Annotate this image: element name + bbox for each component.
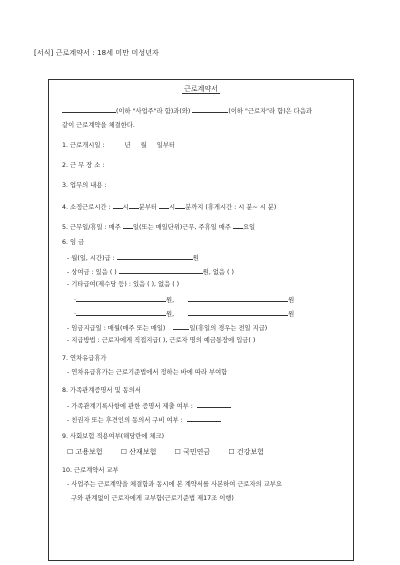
allowance-1b-blank[interactable] [188, 295, 288, 302]
end-minute-blank[interactable] [175, 202, 185, 209]
bonus-amount-blank[interactable] [119, 267, 203, 274]
industrial-accident-insurance-checkbox[interactable]: ☐ 산재보험 [120, 448, 157, 456]
section-7-annual-leave: 7. 연차유급휴가 [62, 355, 107, 362]
contract-title: 근로계약서 [184, 85, 218, 93]
other-allowances-line: - 기타급여(제수당 등) : 있음 ( ), 없음 ( ) [67, 281, 180, 288]
workdays-blank[interactable] [123, 222, 133, 229]
section-1-start-date: 1. 근로개시일 : 년 월 일부터 [62, 142, 175, 149]
section-10-contract-delivery: 10. 근로계약서 교부 [62, 467, 119, 474]
insurance-checkboxes [67, 448, 264, 456]
employee-name-blank[interactable] [192, 106, 228, 113]
national-pension-checkbox[interactable]: ☐ 국민연금 [174, 448, 211, 456]
employer-name-blank[interactable] [62, 106, 116, 113]
employment-insurance-checkbox[interactable]: ☐ 고용보험 [67, 448, 103, 456]
allowance-row-2: · 원, 원 [74, 311, 295, 318]
intro-line-1: (이하 "사업주"라 함)과(와) (이하 "근로자"라 함)은 다음과 [62, 106, 312, 116]
section-2-workplace: 2. 근 무 장 소 : [62, 162, 105, 169]
wage-monthly-line: - 월(일, 시간)급 : 원 [67, 255, 199, 262]
payment-method-line: - 지급방법 : 근로자에게 직접지급( ), 근로자 명의 예금통장에 입금( ) [67, 337, 256, 344]
health-insurance-checkbox[interactable]: ☐ 건강보험 [228, 448, 264, 456]
document-caption: [서식] 근로계약서 : 18세 미만 미성년자 [34, 49, 159, 57]
allowance-2a-blank[interactable] [76, 309, 166, 316]
section-3-job-description: 3. 업무의 내용 : [62, 182, 107, 189]
bonus-line: - 상여금 : 있음 ( ) 원, 없음 ( ) [67, 269, 234, 276]
section-5-workdays: 5. 근무일/휴일 : 매주 일(또는 매일단위)근무, 주휴일 매주 요일 [62, 224, 256, 231]
family-certificate-blank[interactable] [197, 401, 231, 408]
annual-leave-line: - 연차유급휴가는 근로기준법에서 정하는 바에 따라 부여함 [67, 369, 228, 376]
contract-delivery-line-2: 구와 관계없이 근로자에게 교부함(근로기준법 제17조 이행) [71, 495, 234, 502]
section-6-wages: 6. 임 금 [62, 239, 85, 246]
payday-blank[interactable] [173, 323, 189, 330]
guardian-consent-line: - 친권자 또는 후견인의 동의서 구비 여부 : [67, 415, 221, 425]
intro-line-2: 같이 근로계약을 체결한다. [62, 122, 135, 129]
contract-box [48, 79, 354, 561]
section-8-family-certificate: 8. 가족관계증명서 및 동의서 [62, 387, 141, 394]
family-certificate-line: - 가족관계기록사항에 관한 증명서 제출 여부 : [67, 401, 231, 411]
start-minute-blank[interactable] [129, 202, 139, 209]
start-hour-blank[interactable] [113, 202, 123, 209]
guardian-consent-blank[interactable] [187, 415, 221, 422]
weekly-holiday-blank[interactable] [233, 222, 243, 229]
payday-line: - 임금지급일 : 매월(매주 또는 매일) 일(휴일의 경우는 전일 지급) [67, 325, 268, 332]
allowance-row-1: · 원, 원 [74, 297, 295, 304]
wage-amount-blank[interactable] [117, 253, 193, 260]
section-4-working-hours: 4. 소정근로시간 : 시 분부터 시 분까지 (휴게시간 : 시 분~ 시 분) [62, 204, 277, 211]
allowance-2b-blank[interactable] [188, 309, 288, 316]
section-9-social-insurance: 9. 사회보험 적용여부(해당란에 체크) [62, 433, 165, 440]
allowance-1a-blank[interactable] [76, 295, 166, 302]
end-hour-blank[interactable] [159, 202, 169, 209]
contract-delivery-line-1: - 사업주는 근로계약을 체결함과 동시에 본 계약서를 사본하여 근로자의 교부요 [67, 481, 282, 488]
